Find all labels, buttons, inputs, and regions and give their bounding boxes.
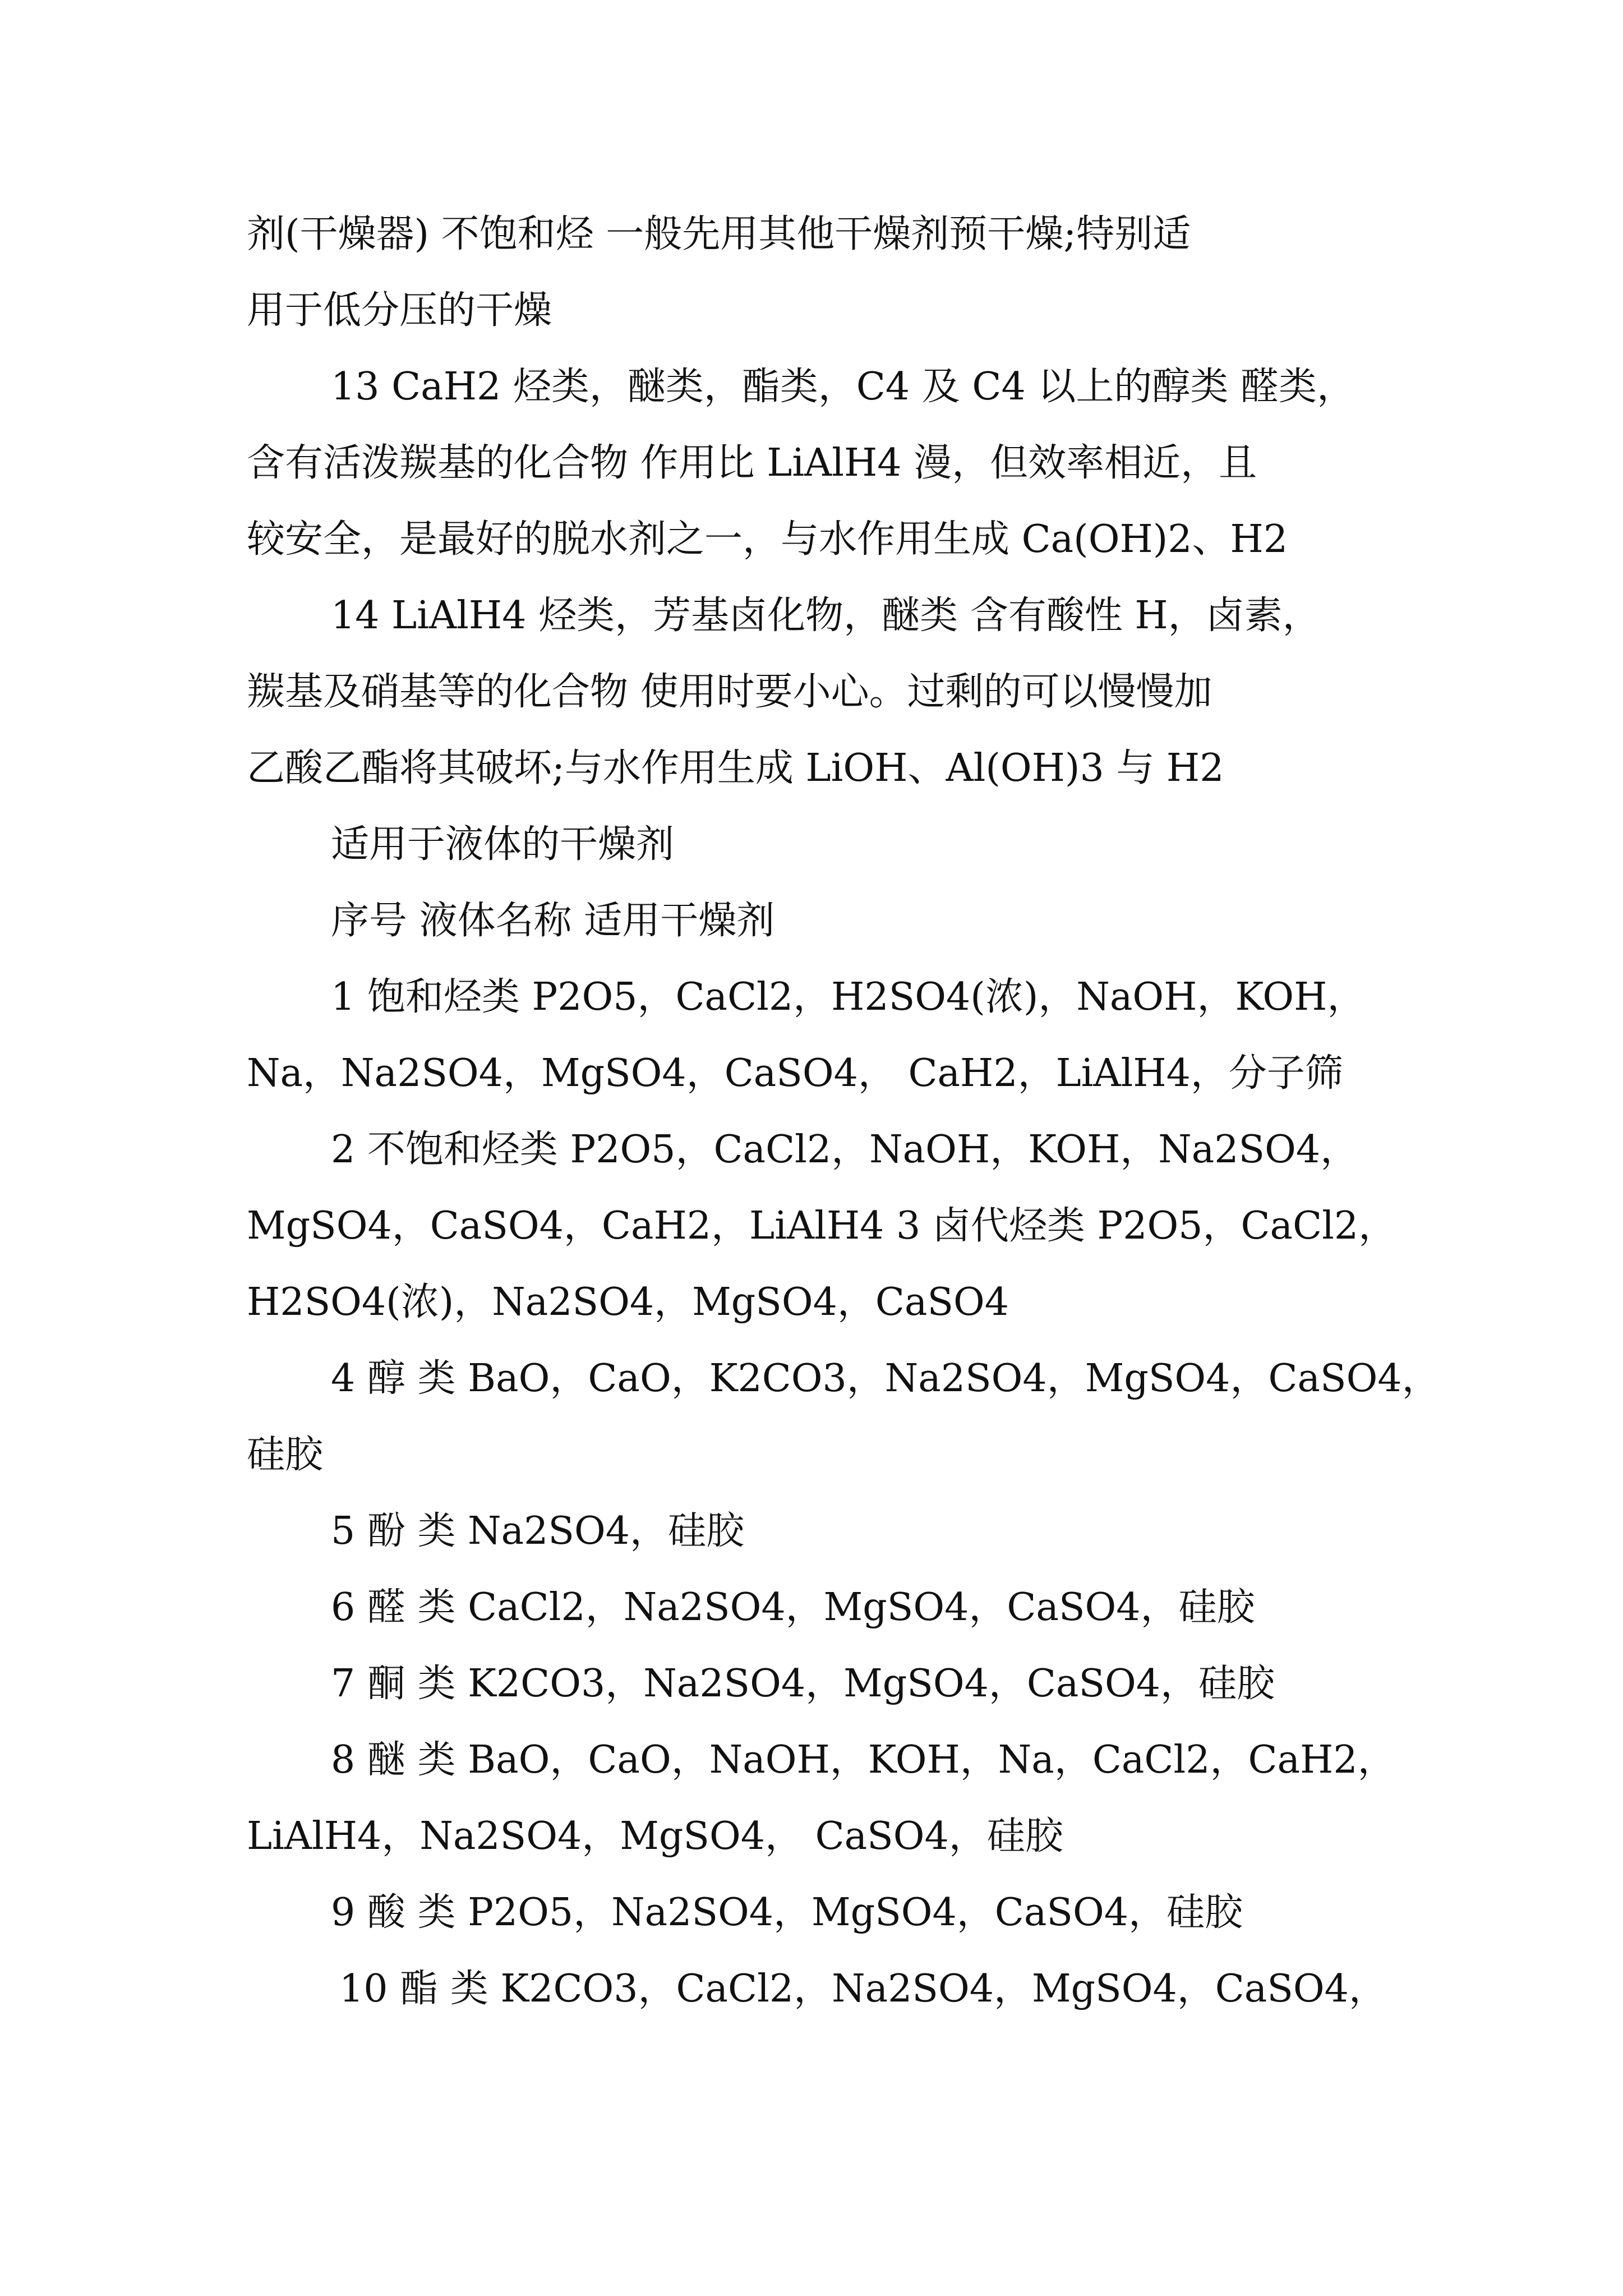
list-item-saturated-hydrocarbons: [247, 959, 1436, 1112]
text-line: LiAlH4，Na2SO4，MgSO4， CaSO4，硅胶: [247, 1814, 1063, 1858]
section-heading-liquid-desiccants: [247, 807, 1436, 883]
text-line: H2SO4(浓)，Na2SO4，MgSO4，CaSO4: [247, 1280, 1009, 1324]
list-item-ethers: [247, 1722, 1436, 1875]
text-line: 用于低分压的干燥: [247, 288, 552, 333]
text-line: 6 醛 类 CaCl2，Na2SO4，MgSO4，CaSO4，硅胶: [331, 1585, 1255, 1630]
text-line: MgSO4，CaSO4，CaH2，LiAlH4 3 卤代烃类 P2O5，CaCl2，: [247, 1204, 1397, 1248]
paragraph-cah2: [247, 349, 1436, 578]
text-line: 7 酮 类 K2CO3，Na2SO4，MgSO4，CaSO4，硅胶: [331, 1662, 1275, 1706]
table-header-line: [247, 883, 1436, 959]
text-line: 剂(干燥器) 不饱和烃 一般先用其他干燥剂预干燥;特别适: [247, 212, 1191, 256]
text-line: 8 醚 类 BaO，CaO，NaOH，KOH，Na，CaCl2，CaH2，: [331, 1738, 1396, 1782]
text-line: 序号 液体名称 适用干燥剂: [331, 899, 775, 943]
text-line: 9 酸 类 P2O5，Na2SO4，MgSO4，CaSO4，硅胶: [331, 1890, 1243, 1935]
text-line: 4 醇 类 BaO，CaO，K2CO3，Na2SO4，MgSO4，CaSO4，: [331, 1356, 1440, 1401]
text-line: 13 CaH2 烃类，醚类，酯类，C4 及 C4 以上的醇类 醛类，: [331, 365, 1355, 409]
text-line: 羰基及硝基等的化合物 使用时要小心。过剩的可以慢慢加: [247, 670, 1212, 714]
text-line: 含有活泼羰基的化合物 作用比 LiAlH4 漫，但效率相近，且: [247, 441, 1257, 485]
text-line: 乙酸乙酯将其破坏;与水作用生成 LiOH、Al(OH)3 与 H2: [247, 746, 1224, 790]
list-item-ketones: [247, 1646, 1436, 1722]
paragraph-lialh4: [247, 578, 1436, 807]
text-line: 2 不饱和烃类 P2O5，CaCl2，NaOH，KOH，Na2SO4，: [331, 1128, 1359, 1172]
text-line: 较安全，是最好的脱水剂之一，与水作用生成 Ca(OH)2、H2: [247, 517, 1288, 562]
list-item-alcohols: [247, 1341, 1440, 1493]
text-line: 硅胶: [247, 1433, 324, 1477]
paragraph-continuation-desiccant: [247, 196, 1436, 349]
text-line: Na，Na2SO4，MgSO4，CaSO4， CaH2，LiAlH4，分子筛: [247, 1051, 1343, 1096]
list-item-esters: [247, 1951, 1436, 2027]
list-item-unsaturated-hydrocarbons: [247, 1112, 1436, 1341]
text-line: 5 酚 类 Na2SO4，硅胶: [331, 1509, 745, 1553]
list-item-phenols: [247, 1493, 1436, 1570]
text-line: 14 LiAlH4 烃类，芳基卤化物，醚类 含有酸性 H，卤素，: [331, 593, 1321, 638]
list-item-acids: [247, 1875, 1436, 1951]
list-item-aldehydes: [247, 1570, 1436, 1646]
text-line: 适用于液体的干燥剂: [331, 822, 675, 867]
text-line: 10 酯 类 K2CO3，CaCl2，Na2SO4，MgSO4，CaSO4，: [339, 1967, 1387, 2011]
text-line: 1 饱和烃类 P2O5，CaCl2，H2SO4(浓)，NaOH，KOH，: [331, 975, 1366, 1019]
